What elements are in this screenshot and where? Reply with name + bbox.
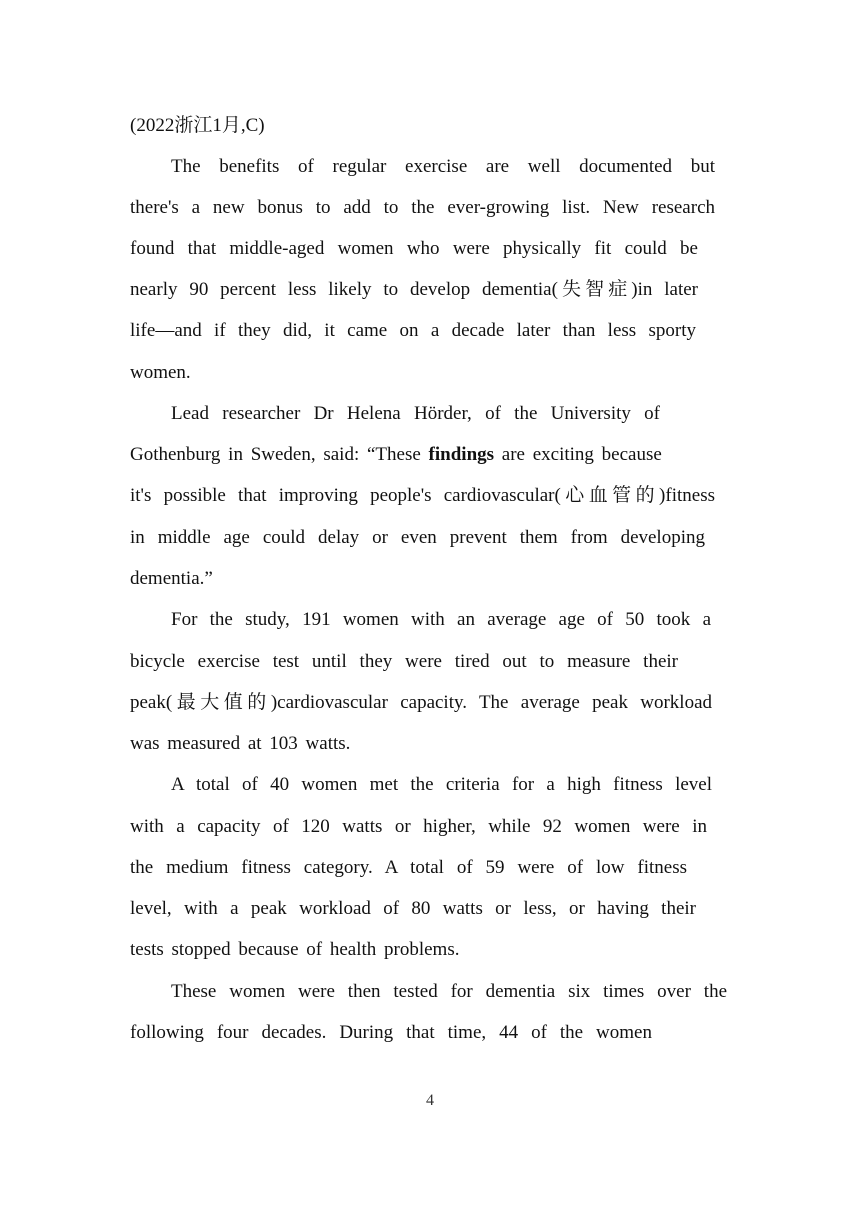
paragraph-1-line-3: found that middle-aged women who were physically fit could be: [130, 238, 698, 259]
paragraph-2-line-5: dementia.”: [130, 568, 213, 589]
paragraph-2-line-1: Lead researcher Dr Helena Hörder, of the University of: [171, 403, 660, 424]
paragraph-4-line-1: A total of 40 women met the criteria for a high fitness level: [171, 774, 712, 795]
paragraph-2-line-4: in middle age could delay or even prevent them from developing: [130, 527, 705, 548]
paragraph-4-line-3: the medium fitness category. A total of 59 were of low fitness: [130, 857, 687, 878]
paragraph-2-line-2-start: Gothenburg in Sweden, said: “These: [130, 444, 429, 465]
paragraph-2-line-2: [130, 443, 662, 467]
page-number: 4: [426, 1092, 434, 1109]
paragraph-3-line-1: For the study, 191 women with an average age of 50 took a: [171, 609, 711, 630]
paragraph-1-line-1: The benefits of regular exercise are well documented but: [171, 156, 715, 177]
paragraph-4-line-5: tests stopped because of health problems.: [130, 939, 460, 960]
paragraph-1-line-4: nearly 90 percent less likely to develop dementia(失智症)in later: [130, 279, 698, 300]
paragraph-3-line-3: peak(最大值的)cardiovascular capacity. The average peak workload: [130, 692, 712, 713]
question-source: (2022浙江1月,C): [130, 115, 265, 136]
highlighted-word-findings: findings: [428, 444, 495, 465]
paragraph-3-line-4: was measured at 103 watts.: [130, 733, 351, 754]
paragraph-5-line-1: These women were then tested for dementia six times over the: [171, 981, 727, 1002]
paragraph-4-line-4: level, with a peak workload of 80 watts or less, or having their: [130, 898, 696, 919]
paragraph-5-line-2: following four decades. During that time, 44 of the women: [130, 1022, 652, 1043]
paragraph-3-line-2: bicycle exercise test until they were tired out to measure their: [130, 651, 678, 672]
paragraph-1-line-5: life—and if they did, it came on a decade later than less sporty: [130, 320, 696, 341]
paragraph-1-line-2: there's a new bonus to add to the ever-growing list. New research: [130, 197, 715, 218]
paragraph-2-line-3: it's possible that improving people's cardiovascular(心血管的)fitness: [130, 485, 715, 506]
paragraph-4-line-2: with a capacity of 120 watts or higher, while 92 women were in: [130, 816, 707, 837]
paragraph-2-line-2-end: are exciting because: [494, 444, 662, 465]
paragraph-1-line-6: women.: [130, 362, 191, 383]
